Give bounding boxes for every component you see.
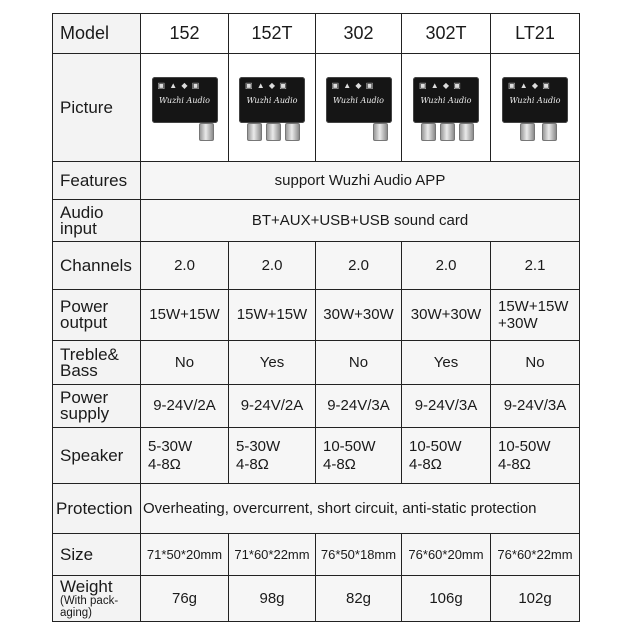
speaker-power: 10-50W: [323, 438, 376, 456]
power-supply-value: 9-24V/3A: [316, 385, 402, 428]
board-icons: ▣ ▲ ◆ ▣: [245, 80, 288, 90]
picture-cell: [491, 54, 580, 162]
speaker-power: 5-30W: [236, 438, 281, 456]
protection-value: Overheating, overcurrent, short circuit, anti-static protection: [141, 484, 580, 534]
treble-bass-value: No: [491, 341, 580, 385]
product-photo-152t: [239, 75, 305, 141]
row-picture: [53, 54, 580, 162]
speaker-power: 10-50W: [409, 438, 462, 456]
treble-bass-value: No: [316, 341, 402, 385]
knob-icon: [199, 123, 214, 141]
model-name: 302T: [402, 14, 491, 54]
board-brand-logo: Wuzhi Audio: [420, 95, 472, 105]
circuit-board-image: [326, 77, 392, 123]
speaker-impedance: 4-8Ω: [409, 455, 442, 473]
label-treble-bass-line2: Bass: [60, 360, 98, 380]
row-power-supply: [53, 385, 580, 428]
model-name: 152: [141, 14, 229, 54]
channels-value: 2.0: [229, 242, 316, 290]
product-photo-302t: [413, 75, 479, 141]
features-value: support Wuzhi Audio APP: [141, 162, 580, 200]
product-photo-152: [152, 75, 218, 141]
channels-value: 2.0: [141, 242, 229, 290]
row-speaker: [53, 428, 580, 484]
knob-icon: [247, 123, 262, 141]
weight-value: 76g: [141, 576, 229, 622]
size-value: 76*60*20mm: [402, 534, 491, 576]
model-name: 302: [316, 14, 402, 54]
power-output-value: 15W+15W: [229, 290, 316, 341]
board-icons: ▣ ▲ ◆ ▣: [331, 80, 375, 90]
speaker-impedance: 4-8Ω: [498, 455, 531, 473]
speaker-power: 5-30W: [148, 438, 193, 456]
speaker-value: [229, 428, 316, 484]
weight-value: 106g: [402, 576, 491, 622]
speaker-value: [491, 428, 580, 484]
speaker-power: 10-50W: [498, 438, 551, 456]
power-output-value: 30W+30W: [402, 290, 491, 341]
knob-icon: [421, 123, 436, 141]
power-supply-value: 9-24V/2A: [141, 385, 229, 428]
label-power-output: [53, 290, 141, 341]
picture-cell: [316, 54, 402, 162]
row-weight: [53, 576, 580, 622]
product-photo-302: [326, 75, 392, 141]
label-power-supply-line2: supply: [60, 404, 110, 423]
circuit-board-image: [413, 77, 479, 123]
row-power-output: [53, 290, 580, 341]
label-power-output-line2: output: [60, 313, 108, 332]
row-protection: [53, 484, 580, 534]
label-channels: Channels: [53, 242, 141, 290]
board-brand-logo: Wuzhi Audio: [246, 95, 298, 105]
knob-icon: [373, 123, 388, 141]
power-output-value: 30W+30W: [316, 290, 402, 341]
label-power-supply: [53, 385, 141, 428]
board-brand-logo: Wuzhi Audio: [333, 95, 384, 105]
row-audio-input: [53, 200, 580, 242]
speaker-impedance: 4-8Ω: [236, 455, 269, 473]
label-protection: Protection: [53, 484, 141, 534]
speaker-value: [316, 428, 402, 484]
power-output-line1: 15W+15W: [498, 297, 569, 315]
row-size: [53, 534, 580, 576]
product-photo-lt21: [502, 75, 568, 141]
weight-value: 82g: [316, 576, 402, 622]
treble-bass-value: Yes: [229, 341, 316, 385]
label-features: Features: [53, 162, 141, 200]
size-value: 76*60*22mm: [491, 534, 580, 576]
channels-value: 2.1: [491, 242, 580, 290]
label-weight-main: Weight: [60, 576, 113, 596]
circuit-board-image: [502, 77, 568, 123]
circuit-board-image: [239, 77, 305, 123]
speaker-impedance: 4-8Ω: [148, 455, 181, 473]
size-value: 71*50*20mm: [141, 534, 229, 576]
picture-cell: [229, 54, 316, 162]
label-size: Size: [53, 534, 141, 576]
treble-bass-value: Yes: [402, 341, 491, 385]
power-output-value: 15W+15W: [141, 290, 229, 341]
row-features: [53, 162, 580, 200]
label-audio-input-line1: Audio: [60, 202, 104, 222]
board-icons: ▣ ▲ ◆ ▣: [419, 80, 462, 90]
size-value: 71*60*22mm: [229, 534, 316, 576]
knob-icon: [266, 123, 281, 141]
board-brand-logo: Wuzhi Audio: [509, 95, 561, 105]
weight-value: 98g: [229, 576, 316, 622]
row-model: [53, 14, 580, 54]
channels-value: 2.0: [402, 242, 491, 290]
circuit-board-image: [152, 77, 218, 123]
label-speaker: Speaker: [53, 428, 141, 484]
power-supply-value: 9-24V/3A: [402, 385, 491, 428]
knob-icon: [459, 123, 474, 141]
power-supply-value: 9-24V/2A: [229, 385, 316, 428]
speaker-value: [402, 428, 491, 484]
label-audio-input-line2: input: [60, 218, 97, 238]
treble-bass-value: No: [141, 341, 229, 385]
model-name: 152T: [229, 14, 316, 54]
label-weight-sub1: (With pack-: [60, 594, 119, 607]
row-channels: [53, 242, 580, 290]
picture-cell: [402, 54, 491, 162]
knob-icon: [542, 123, 557, 141]
label-weight-sub2: aging): [60, 607, 92, 619]
label-treble-bass: [53, 341, 141, 385]
row-treble-bass: [53, 341, 580, 385]
weight-value: 102g: [491, 576, 580, 622]
label-treble-bass-line1: Treble&: [60, 344, 119, 364]
picture-cell: [141, 54, 229, 162]
knob-icon: [440, 123, 455, 141]
model-name: LT21: [491, 14, 580, 54]
knob-icon: [285, 123, 300, 141]
channels-value: 2.0: [316, 242, 402, 290]
size-value: 76*50*18mm: [316, 534, 402, 576]
power-output-line2: +30W: [498, 315, 538, 332]
board-icons: ▣ ▲ ◆ ▣: [157, 80, 201, 90]
power-output-value: [491, 290, 580, 341]
knob-icon: [520, 123, 535, 141]
label-audio-input: [53, 200, 141, 242]
label-picture: Picture: [53, 54, 141, 162]
power-supply-value: 9-24V/3A: [491, 385, 580, 428]
spec-table: [52, 13, 580, 622]
board-icons: ▣ ▲ ◆ ▣: [508, 80, 551, 90]
speaker-impedance: 4-8Ω: [323, 455, 356, 473]
audio-input-value: BT+AUX+USB+USB sound card: [141, 200, 580, 242]
label-power-supply-line1: Power: [60, 388, 109, 408]
label-model: Model: [53, 14, 141, 54]
speaker-value: [141, 428, 229, 484]
board-brand-logo: Wuzhi Audio: [159, 95, 210, 105]
label-power-output-line1: Power: [60, 297, 109, 317]
label-weight: [53, 576, 141, 622]
